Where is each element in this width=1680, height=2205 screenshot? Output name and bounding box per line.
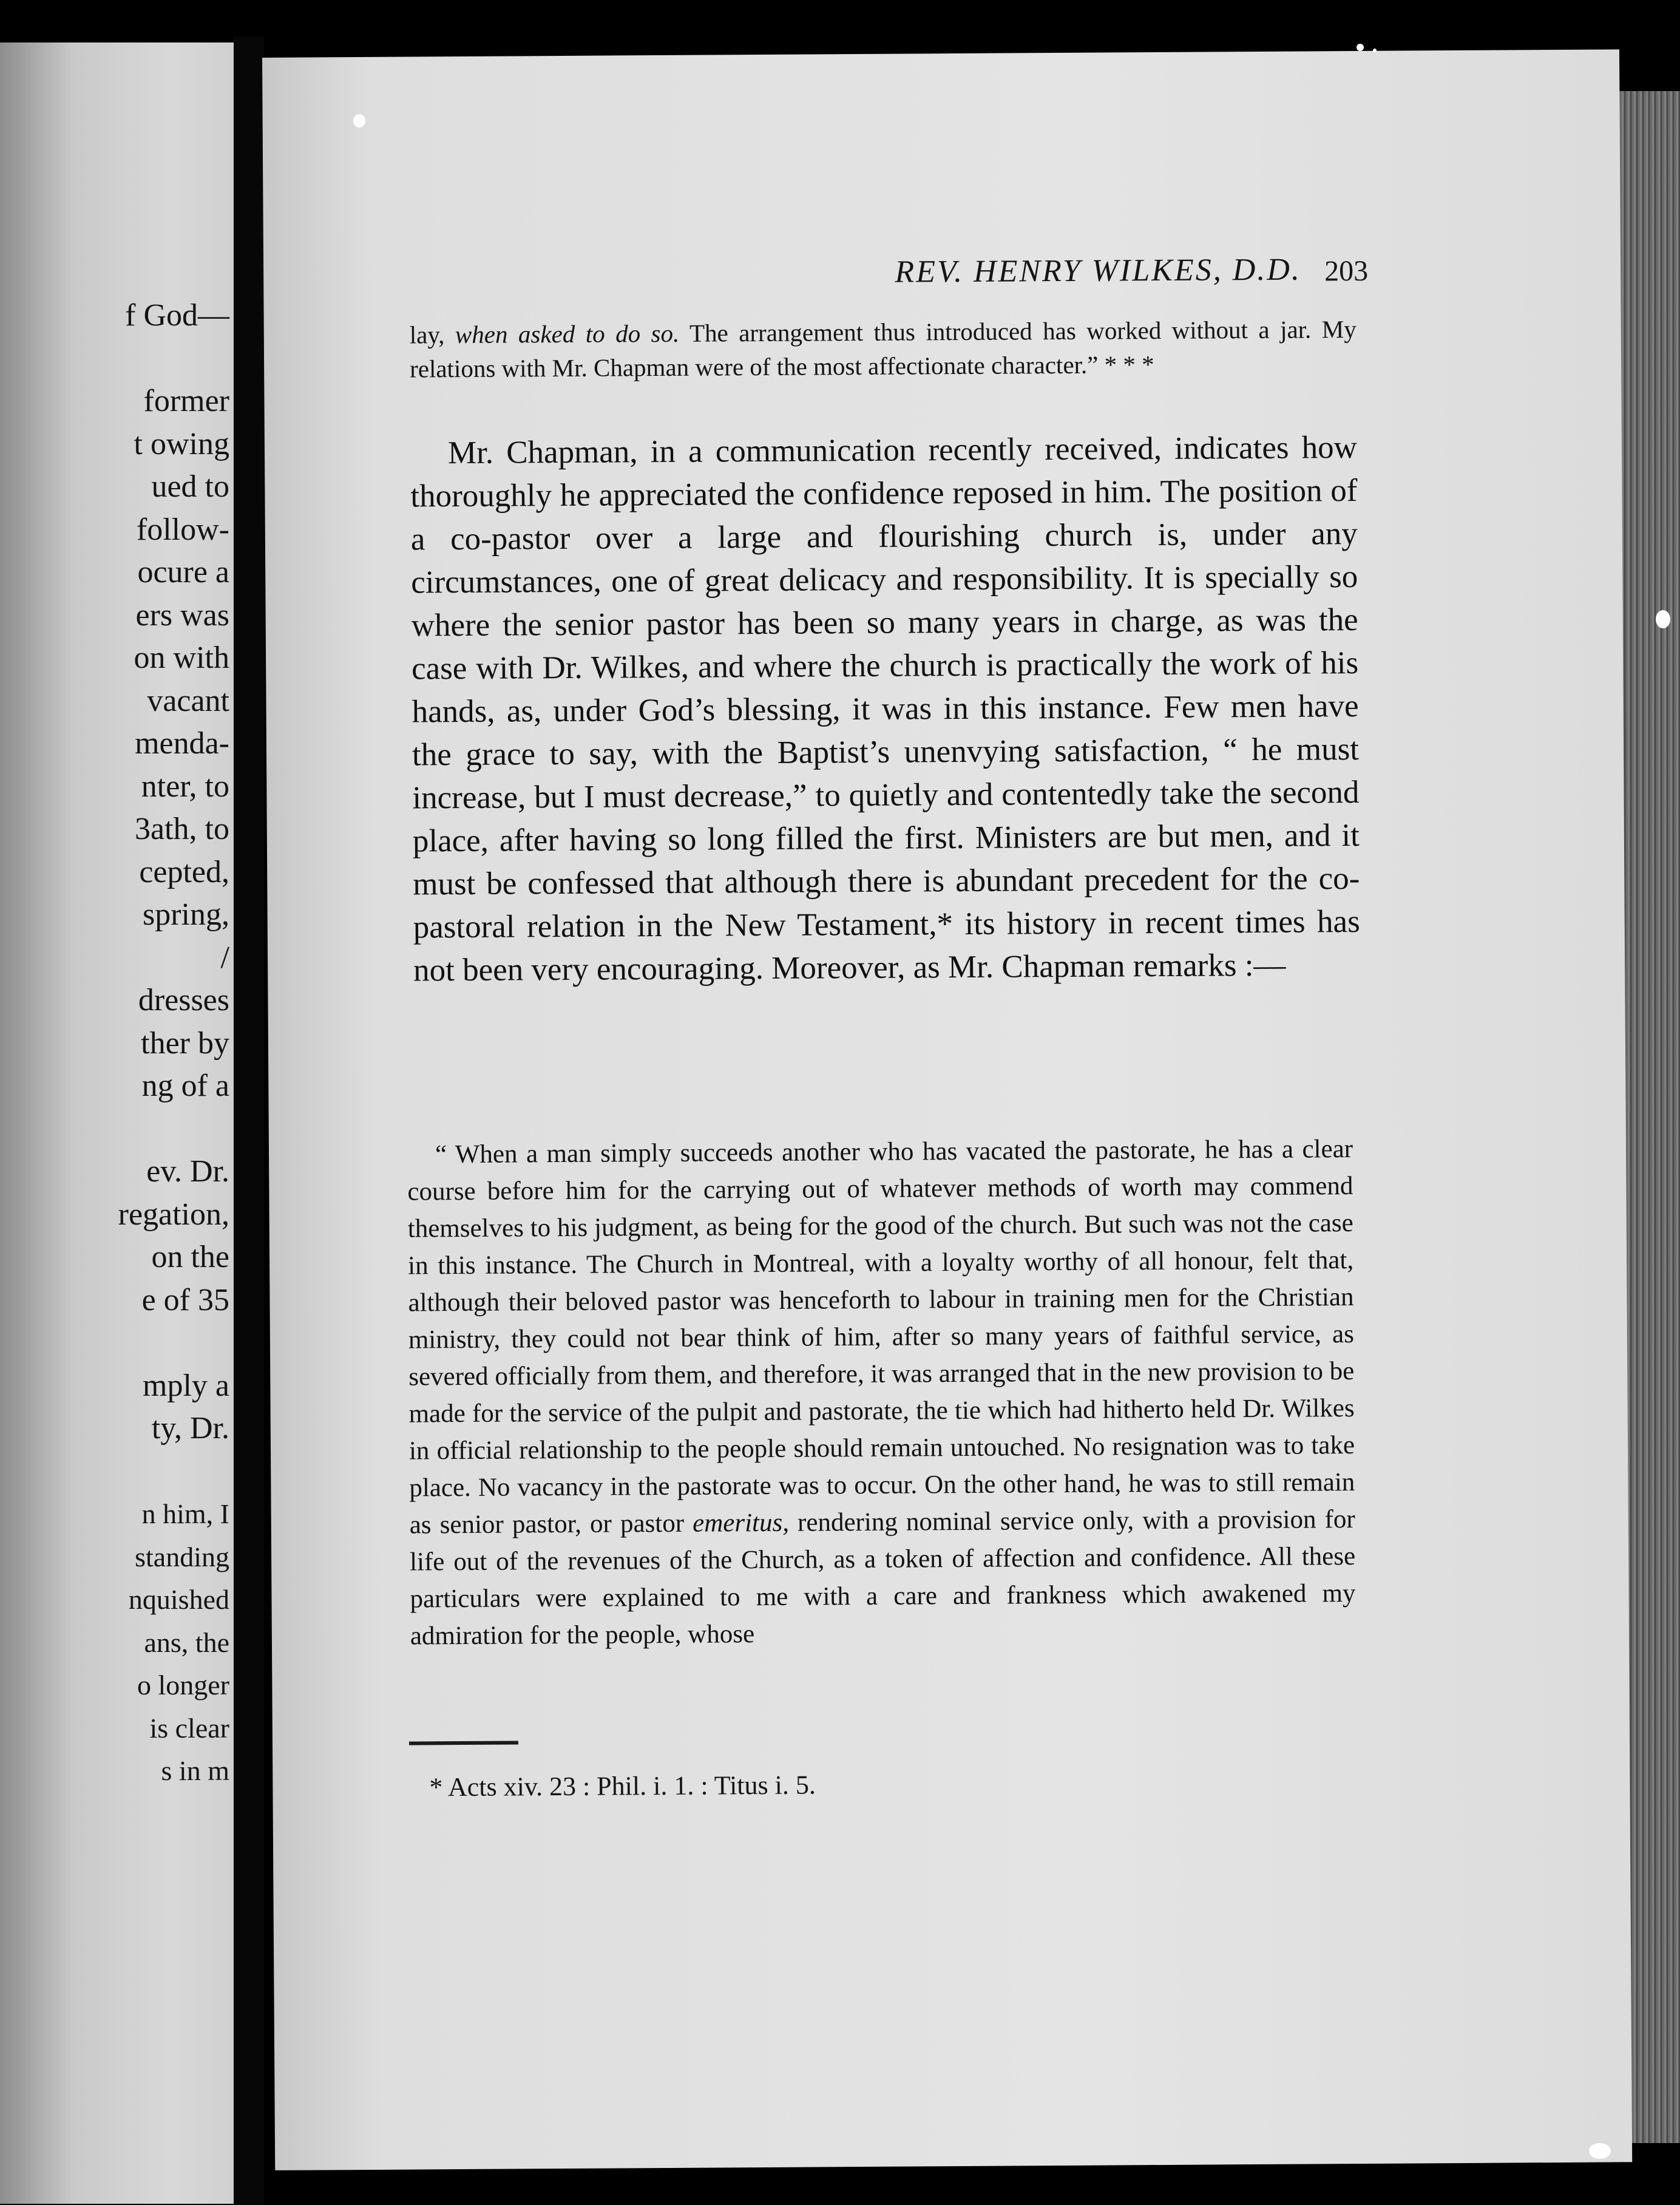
left-page-line: on the xyxy=(151,1240,229,1274)
footnote: * Acts xiv. 23 : Phil. i. 1. : Titus i. 5. xyxy=(429,1770,816,1802)
left-page-line: / xyxy=(220,940,229,975)
left-page-line: n him, I xyxy=(141,1498,229,1529)
left-page-line: former xyxy=(143,384,229,418)
quote-italic: when asked to do so. xyxy=(455,319,680,349)
left-page-line: ers was xyxy=(135,597,229,633)
body-paragraph: Mr. Chapman, in a communication recently received, indicates how thoroughly he appreciated the confidence reposed in him. The position of a co-pastor over a large and flourishing church is, under any circumstances, one of great delicacy and responsibility. It is specially so where the senior pastor has been so many years in charge, as was the case with Dr. Wilkes, and where the church is practically the work of his hands, as, under God’s blessing, it was in this instance. Few men have the grace to say, with the Baptist’s unenvying satisfaction, “ he must increase, but I must decrease,” to quietly and contentedly take the second place, after having so long filled the first. Ministers are but men, and it must be confessed that although there is abundant precedent for the co-pastoral relation in the New Testament,* its history in recent times has not been very encouraging. Moreover, as Mr. Chapman remarks :— xyxy=(410,429,1360,988)
left-page-line: ev. Dr. xyxy=(146,1154,229,1189)
left-page-line: ty, Dr. xyxy=(151,1411,229,1446)
left-page-line: standing xyxy=(135,1541,229,1572)
left-page-line: ued to xyxy=(151,469,229,504)
left-page-line: is clear xyxy=(149,1712,229,1744)
block-quote-part-a: “ When a man simply succeeds another who has vacated the pastorate, he has a clear course before him for the carrying out of whatever methods of worth may commend themselves to his judgment, as being for the good of the church. But such was not the case in this instance. The Church in Montreal, with a loyalty worthy of all honour, felt that, although their beloved pastor was henceforth to labour in training men for the Christian ministry, they could not bear think of him, after so many years of faithful service, as severed officially from them, and therefore, it was arranged that in the new provision to be made for the service of the pulpit and pastorate, the tie which had hitherto held Dr. Wilkes in official relationship to the people should remain untouched. No resignation was to take place. No vacancy in the pastorate was to occur. On the other hand, he was to still remain as senior pastor, or pastor xyxy=(407,1135,1355,1540)
book-page-203 xyxy=(262,49,1632,2170)
left-page-line: o longer xyxy=(137,1670,229,1700)
quote-continuation xyxy=(410,312,1357,386)
left-page-line: nter, to xyxy=(141,769,229,804)
running-head: REV. HENRY WILKES, D.D. xyxy=(895,252,1302,290)
left-page-line: e of 35 xyxy=(141,1282,229,1317)
left-page-line: follow- xyxy=(136,512,229,547)
book-gutter xyxy=(234,36,264,2205)
left-page-line: dresses xyxy=(138,983,229,1018)
block-quote-part-b: rendering nominal service only, with a provision for life out of the revenues of the Church, as a token of affection and confidence. All these particulars were explained to me with a care and frankness which awakened my admiration for the people, whose xyxy=(409,1505,1356,1651)
left-facing-page xyxy=(0,42,243,2204)
quote-rest: The arrangement thus introduced has worked without a jar. My relations with Mr. Chapman were of the most affectionate character.” * * * xyxy=(409,314,1357,383)
left-page-line: ans, the xyxy=(144,1626,229,1658)
left-page-line: menda- xyxy=(135,726,229,761)
left-page-line: nquished xyxy=(128,1584,229,1615)
left-page-line: vacant xyxy=(147,683,229,718)
left-page-line: ther by xyxy=(141,1025,229,1061)
left-page-line: regation, xyxy=(118,1197,229,1232)
block-quote xyxy=(407,1130,1356,1655)
left-page-line: 3ath, to xyxy=(135,812,229,846)
left-page-line: s in m xyxy=(161,1755,229,1786)
footnote-rule xyxy=(409,1741,518,1745)
left-page-line: t owing xyxy=(134,426,229,461)
left-page-line: ng of a xyxy=(141,1069,229,1103)
left-page-line: spring, xyxy=(143,897,229,932)
left-page-line: cepted, xyxy=(139,854,229,889)
left-page-line: on with xyxy=(134,640,229,675)
quote-lead: lay, xyxy=(409,321,456,349)
left-page-line: ocure a xyxy=(137,555,229,589)
left-page-line: mply a xyxy=(143,1368,229,1403)
block-quote-italic: emeritus, xyxy=(693,1508,790,1538)
page-number: 203 xyxy=(1324,254,1369,288)
left-page-line: f God— xyxy=(125,298,229,333)
